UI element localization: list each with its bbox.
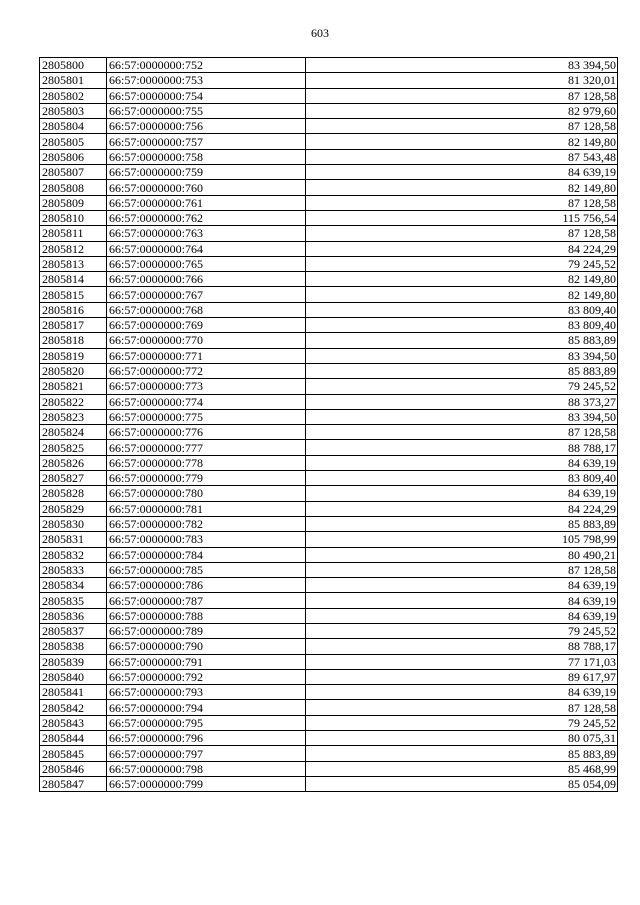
record-id-cell: 2805824 <box>40 425 107 440</box>
value-cell: 85 883,89 <box>306 363 618 378</box>
value-cell: 88 373,27 <box>306 394 618 409</box>
value-cell: 84 224,29 <box>306 241 618 256</box>
table-row <box>40 318 618 333</box>
table-row <box>40 103 618 118</box>
record-id-cell: 2805803 <box>40 103 107 118</box>
value-cell: 87 128,58 <box>306 562 618 577</box>
table-row <box>40 379 618 394</box>
record-id-cell: 2805831 <box>40 532 107 547</box>
value-cell: 82 149,80 <box>306 180 618 195</box>
table-row <box>40 776 618 791</box>
record-id-cell: 2805835 <box>40 593 107 608</box>
cadastral-number-cell: 66:57:0000000:757 <box>107 134 306 149</box>
table-row <box>40 363 618 378</box>
record-id-cell: 2805845 <box>40 746 107 761</box>
table-row <box>40 210 618 225</box>
table-row <box>40 302 618 317</box>
cadastral-number-cell: 66:57:0000000:796 <box>107 731 306 746</box>
value-cell: 87 128,58 <box>306 195 618 210</box>
value-cell: 84 639,19 <box>306 165 618 180</box>
record-id-cell: 2805834 <box>40 578 107 593</box>
value-cell: 85 883,89 <box>306 333 618 348</box>
cadastral-number-cell: 66:57:0000000:755 <box>107 103 306 118</box>
table-row <box>40 58 618 73</box>
value-cell: 84 639,19 <box>306 455 618 470</box>
value-cell: 87 128,58 <box>306 425 618 440</box>
cadastral-number-cell: 66:57:0000000:780 <box>107 486 306 501</box>
record-id-cell: 2805840 <box>40 669 107 684</box>
record-id-cell: 2805807 <box>40 165 107 180</box>
cadastral-number-cell: 66:57:0000000:781 <box>107 501 306 516</box>
table-row <box>40 623 618 638</box>
record-id-cell: 2805819 <box>40 348 107 363</box>
cadastral-number-cell: 66:57:0000000:775 <box>107 409 306 424</box>
table-row <box>40 256 618 271</box>
value-cell: 80 075,31 <box>306 731 618 746</box>
record-id-cell: 2805833 <box>40 562 107 577</box>
cadastral-number-cell: 66:57:0000000:772 <box>107 363 306 378</box>
record-id-cell: 2805847 <box>40 776 107 791</box>
cadastral-number-cell: 66:57:0000000:786 <box>107 578 306 593</box>
value-cell: 80 490,21 <box>306 547 618 562</box>
table-row <box>40 700 618 715</box>
value-cell: 87 128,58 <box>306 226 618 241</box>
table-row <box>40 425 618 440</box>
record-id-cell: 2805826 <box>40 455 107 470</box>
value-cell: 85 883,89 <box>306 516 618 531</box>
cadastral-number-cell: 66:57:0000000:787 <box>107 593 306 608</box>
table-row <box>40 348 618 363</box>
cadastral-number-cell: 66:57:0000000:761 <box>107 195 306 210</box>
value-cell: 82 149,80 <box>306 272 618 287</box>
value-cell: 105 798,99 <box>306 532 618 547</box>
table-row <box>40 134 618 149</box>
record-id-cell: 2805837 <box>40 623 107 638</box>
cadastral-number-cell: 66:57:0000000:752 <box>107 58 306 73</box>
table-row <box>40 119 618 134</box>
record-id-cell: 2805812 <box>40 241 107 256</box>
record-id-cell: 2805841 <box>40 685 107 700</box>
value-cell: 85 054,09 <box>306 776 618 791</box>
table-row <box>40 608 618 623</box>
record-id-cell: 2805818 <box>40 333 107 348</box>
table-row <box>40 516 618 531</box>
table-row <box>40 501 618 516</box>
cadastral-number-cell: 66:57:0000000:767 <box>107 287 306 302</box>
record-id-cell: 2805800 <box>40 58 107 73</box>
cadastral-number-cell: 66:57:0000000:784 <box>107 547 306 562</box>
table-row <box>40 241 618 256</box>
cadastral-number-cell: 66:57:0000000:758 <box>107 149 306 164</box>
cadastral-number-cell: 66:57:0000000:773 <box>107 379 306 394</box>
value-cell: 87 128,58 <box>306 700 618 715</box>
table-row <box>40 654 618 669</box>
table-row <box>40 272 618 287</box>
value-cell: 88 788,17 <box>306 639 618 654</box>
record-id-cell: 2805838 <box>40 639 107 654</box>
value-cell: 84 639,19 <box>306 486 618 501</box>
record-id-cell: 2805846 <box>40 761 107 776</box>
table-row <box>40 73 618 88</box>
cadastral-number-cell: 66:57:0000000:756 <box>107 119 306 134</box>
cadastral-number-cell: 66:57:0000000:778 <box>107 455 306 470</box>
cadastral-number-cell: 66:57:0000000:797 <box>107 746 306 761</box>
record-id-cell: 2805810 <box>40 210 107 225</box>
table-row <box>40 195 618 210</box>
table-row <box>40 180 618 195</box>
value-cell: 83 809,40 <box>306 471 618 486</box>
table-row <box>40 715 618 730</box>
table-row <box>40 669 618 684</box>
value-cell: 85 468,99 <box>306 761 618 776</box>
page-number: 603 <box>311 26 329 40</box>
table-row <box>40 455 618 470</box>
value-cell: 82 979,60 <box>306 103 618 118</box>
record-id-cell: 2805821 <box>40 379 107 394</box>
record-id-cell: 2805805 <box>40 134 107 149</box>
value-cell: 84 224,29 <box>306 501 618 516</box>
record-id-cell: 2805823 <box>40 409 107 424</box>
value-cell: 84 639,19 <box>306 578 618 593</box>
cadastral-number-cell: 66:57:0000000:762 <box>107 210 306 225</box>
record-id-cell: 2805816 <box>40 302 107 317</box>
cadastral-number-cell: 66:57:0000000:770 <box>107 333 306 348</box>
table-row <box>40 394 618 409</box>
cadastral-number-cell: 66:57:0000000:793 <box>107 685 306 700</box>
table-row <box>40 562 618 577</box>
cadastral-number-cell: 66:57:0000000:771 <box>107 348 306 363</box>
cadastral-number-cell: 66:57:0000000:777 <box>107 440 306 455</box>
value-cell: 87 128,58 <box>306 88 618 103</box>
cadastral-number-cell: 66:57:0000000:783 <box>107 532 306 547</box>
record-id-cell: 2805817 <box>40 318 107 333</box>
record-id-cell: 2805809 <box>40 195 107 210</box>
cadastral-number-cell: 66:57:0000000:794 <box>107 700 306 715</box>
record-id-cell: 2805811 <box>40 226 107 241</box>
value-cell: 79 245,52 <box>306 256 618 271</box>
table-row <box>40 486 618 501</box>
cadastral-number-cell: 66:57:0000000:795 <box>107 715 306 730</box>
table-row <box>40 731 618 746</box>
table-row <box>40 165 618 180</box>
value-cell: 79 245,52 <box>306 715 618 730</box>
registry-table-body <box>40 58 618 792</box>
value-cell: 115 756,54 <box>306 210 618 225</box>
record-id-cell: 2805804 <box>40 119 107 134</box>
record-id-cell: 2805806 <box>40 149 107 164</box>
table-row <box>40 471 618 486</box>
record-id-cell: 2805839 <box>40 654 107 669</box>
record-id-cell: 2805822 <box>40 394 107 409</box>
value-cell: 83 809,40 <box>306 302 618 317</box>
table-row <box>40 440 618 455</box>
record-id-cell: 2805832 <box>40 547 107 562</box>
value-cell: 87 543,48 <box>306 149 618 164</box>
value-cell: 84 639,19 <box>306 593 618 608</box>
value-cell: 82 149,80 <box>306 134 618 149</box>
value-cell: 84 639,19 <box>306 608 618 623</box>
table-row <box>40 409 618 424</box>
cadastral-number-cell: 66:57:0000000:790 <box>107 639 306 654</box>
value-cell: 87 128,58 <box>306 119 618 134</box>
record-id-cell: 2805813 <box>40 256 107 271</box>
value-cell: 79 245,52 <box>306 379 618 394</box>
record-id-cell: 2805843 <box>40 715 107 730</box>
record-id-cell: 2805830 <box>40 516 107 531</box>
registry-table <box>39 57 618 792</box>
value-cell: 85 883,89 <box>306 746 618 761</box>
record-id-cell: 2805801 <box>40 73 107 88</box>
record-id-cell: 2805828 <box>40 486 107 501</box>
cadastral-number-cell: 66:57:0000000:785 <box>107 562 306 577</box>
record-id-cell: 2805827 <box>40 471 107 486</box>
cadastral-number-cell: 66:57:0000000:791 <box>107 654 306 669</box>
cadastral-number-cell: 66:57:0000000:774 <box>107 394 306 409</box>
cadastral-number-cell: 66:57:0000000:763 <box>107 226 306 241</box>
record-id-cell: 2805844 <box>40 731 107 746</box>
table-row <box>40 761 618 776</box>
record-id-cell: 2805825 <box>40 440 107 455</box>
cadastral-number-cell: 66:57:0000000:798 <box>107 761 306 776</box>
value-cell: 84 639,19 <box>306 685 618 700</box>
table-row <box>40 685 618 700</box>
table-row <box>40 593 618 608</box>
value-cell: 88 788,17 <box>306 440 618 455</box>
cadastral-number-cell: 66:57:0000000:792 <box>107 669 306 684</box>
record-id-cell: 2805836 <box>40 608 107 623</box>
record-id-cell: 2805829 <box>40 501 107 516</box>
value-cell: 81 320,01 <box>306 73 618 88</box>
table-row <box>40 746 618 761</box>
cadastral-number-cell: 66:57:0000000:788 <box>107 608 306 623</box>
cadastral-number-cell: 66:57:0000000:764 <box>107 241 306 256</box>
cadastral-number-cell: 66:57:0000000:779 <box>107 471 306 486</box>
cadastral-number-cell: 66:57:0000000:789 <box>107 623 306 638</box>
table-row <box>40 639 618 654</box>
table-row <box>40 532 618 547</box>
value-cell: 77 171,03 <box>306 654 618 669</box>
cadastral-number-cell: 66:57:0000000:760 <box>107 180 306 195</box>
value-cell: 89 617,97 <box>306 669 618 684</box>
value-cell: 83 394,50 <box>306 58 618 73</box>
value-cell: 83 394,50 <box>306 348 618 363</box>
value-cell: 83 809,40 <box>306 318 618 333</box>
value-cell: 82 149,80 <box>306 287 618 302</box>
cadastral-number-cell: 66:57:0000000:765 <box>107 256 306 271</box>
table-row <box>40 333 618 348</box>
cadastral-number-cell: 66:57:0000000:776 <box>107 425 306 440</box>
cadastral-number-cell: 66:57:0000000:759 <box>107 165 306 180</box>
cadastral-number-cell: 66:57:0000000:766 <box>107 272 306 287</box>
record-id-cell: 2805808 <box>40 180 107 195</box>
record-id-cell: 2805842 <box>40 700 107 715</box>
table-row <box>40 287 618 302</box>
record-id-cell: 2805815 <box>40 287 107 302</box>
value-cell: 83 394,50 <box>306 409 618 424</box>
value-cell: 79 245,52 <box>306 623 618 638</box>
cadastral-number-cell: 66:57:0000000:769 <box>107 318 306 333</box>
record-id-cell: 2805802 <box>40 88 107 103</box>
table-row <box>40 547 618 562</box>
table-row <box>40 226 618 241</box>
table-row <box>40 88 618 103</box>
cadastral-number-cell: 66:57:0000000:768 <box>107 302 306 317</box>
record-id-cell: 2805814 <box>40 272 107 287</box>
record-id-cell: 2805820 <box>40 363 107 378</box>
table-row <box>40 149 618 164</box>
cadastral-number-cell: 66:57:0000000:799 <box>107 776 306 791</box>
table-row <box>40 578 618 593</box>
cadastral-number-cell: 66:57:0000000:753 <box>107 73 306 88</box>
cadastral-number-cell: 66:57:0000000:754 <box>107 88 306 103</box>
cadastral-number-cell: 66:57:0000000:782 <box>107 516 306 531</box>
